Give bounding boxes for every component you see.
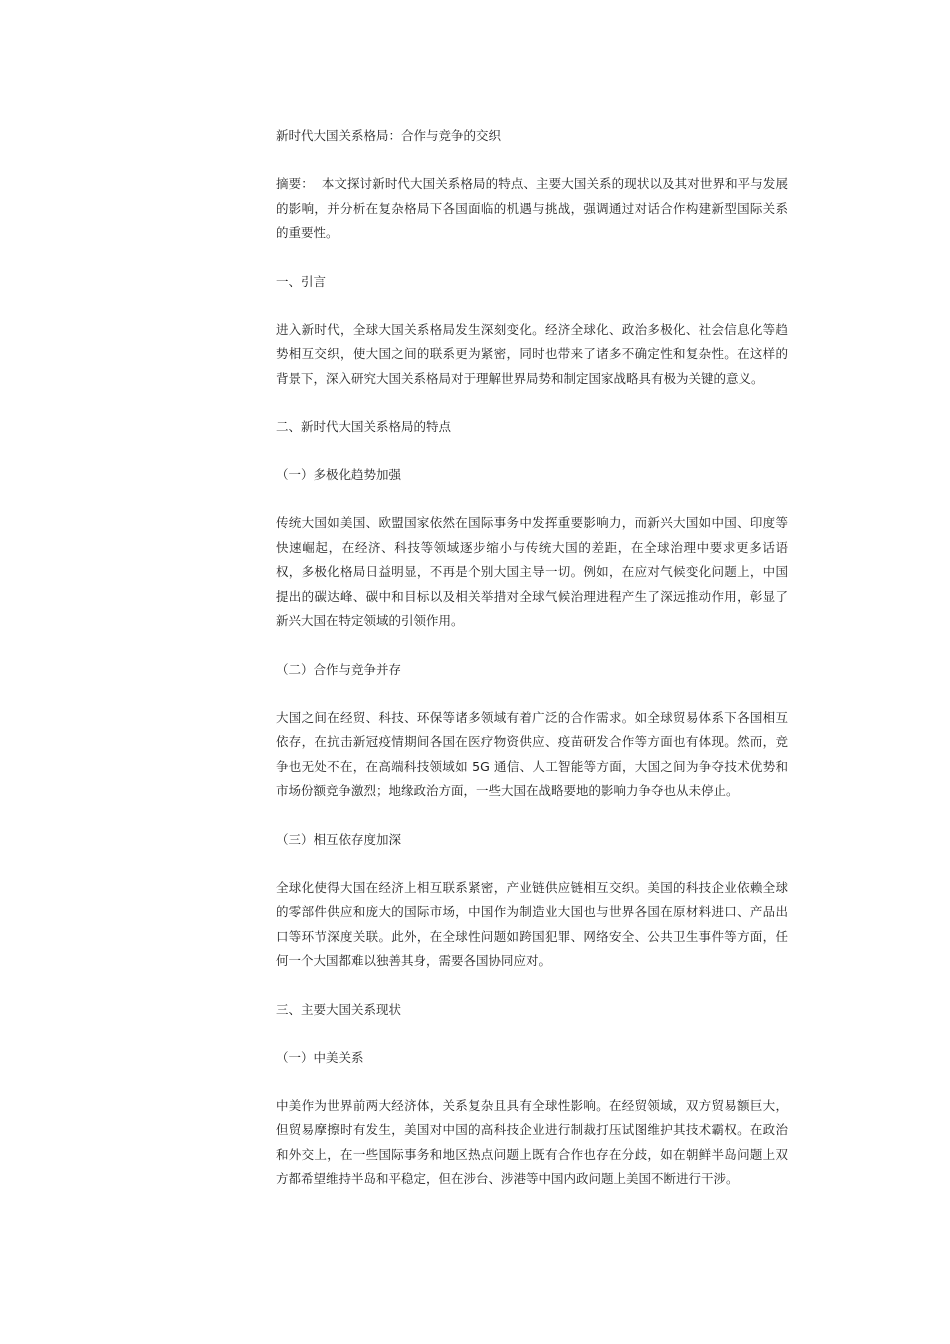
subheading-interdependence: （三）相互依存度加深	[276, 831, 402, 847]
interdependence-paragraph: 全球化使得大国在经济上相互联系紧密，产业链供应链相互交织。美国的科技企业依赖全球的零部件供应和庞大的国际市场，中国作为制造业大国也与世界各国在原材料进口、产品出口等环节深度关联。此外，在全球性问题如跨国犯罪、网络安全、公共卫生事件等方面，任何一个大国都难以独善其身，需要各国协同应对。	[276, 879, 788, 968]
subheading-china-us: （一）中美关系	[276, 1049, 364, 1065]
abstract-text: 本文探讨新时代大国关系格局的特点、主要大国关系的现状以及其对世界和平与发展的影响，并分析在复杂格局下各国面临的机遇与挑战，强调通过对话合作构建新型国际关系的重要性。	[276, 176, 788, 240]
china-us-paragraph: 中美作为世界前两大经济体，关系复杂且具有全球性影响。在经贸领域，双方贸易额巨大，但贸易摩擦时有发生，美国对中国的高科技企业进行制裁打压试图维护其技术霸权。在政治和外交上，在一些国际事务和地区热点问题上既有合作也存在分歧，如在朝鲜半岛问题上双方都希望维持半岛和平稳定，但在涉台、涉港等中国内政问题上美国不断进行干涉。	[276, 1097, 788, 1186]
subheading-cooperation-competition: （二）合作与竞争并存	[276, 661, 402, 677]
section-heading-features: 二、新时代大国关系格局的特点	[276, 419, 452, 434]
document-title: 新时代大国关系格局：合作与竞争的交织	[276, 128, 502, 143]
multipolarity-paragraph: 传统大国如美国、欧盟国家依然在国际事务中发挥重要影响力，而新兴大国如中国、印度等快速崛起，在经济、科技等领域逐步缩小与传统大国的差距，在全球治理中要求更多话语权，多极化格局日益明显，不再是个别大国主导一切。例如，在应对气候变化问题上，中国提出的碳达峰、碳中和目标以及相关举措对全球气候治理进程产生了深远推动作用，彰显了新兴大国在特定领域的引领作用。	[276, 515, 788, 628]
intro-paragraph: 进入新时代，全球大国关系格局发生深刻变化。经济全球化、政治多极化、社会信息化等趋势相互交织，使大国之间的联系更为紧密，同时也带来了诸多不确定性和复杂性。在这样的背景下，深入研究大国关系格局对于理解世界局势和制定国家战略具有极为关键的意义。	[276, 321, 788, 386]
abstract	[276, 172, 788, 246]
section-heading-status: 三、主要大国关系现状	[276, 1001, 402, 1017]
abstract-label: 摘要：	[276, 176, 314, 191]
document-page	[276, 124, 788, 1216]
section-heading-intro: 一、引言	[276, 273, 327, 289]
subheading-multipolarity: （一）多极化趋势加强	[276, 467, 402, 482]
cooperation-competition-paragraph: 大国之间在经贸、科技、环保等诸多领域有着广泛的合作需求。如全球贸易体系下各国相互依存，在抗击新冠疫情期间各国在医疗物资供应、疫苗研发合作等方面也有体现。然而，竞争也无处不在，在高端科技领域如 5G 通信、人工智能等方面，大国之间为争夺技术优势和市场份额竞争激烈；地缘政治方面，一些大国在战略要地的影响力争夺也从未停止。	[276, 709, 788, 798]
